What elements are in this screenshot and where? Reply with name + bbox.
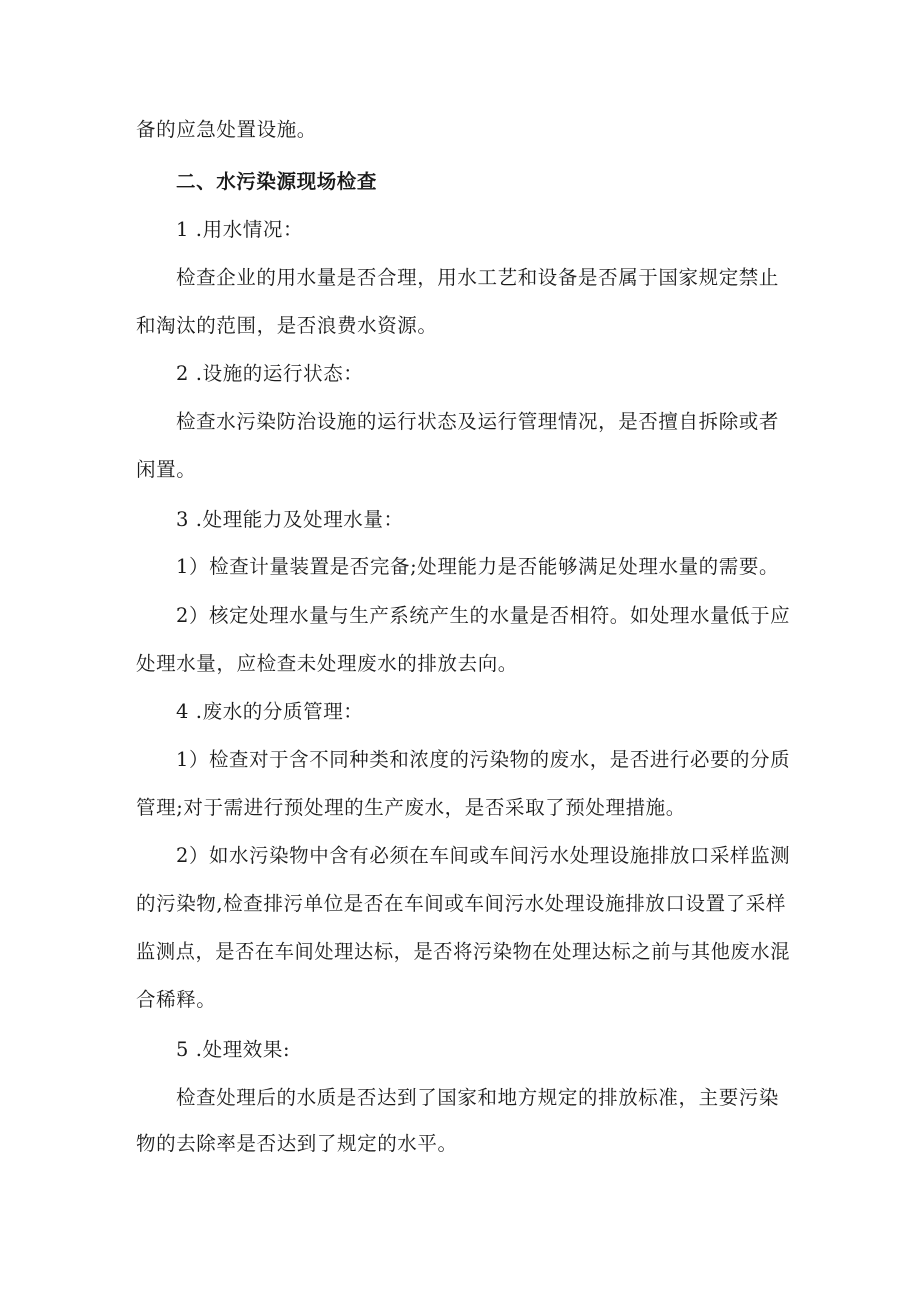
paragraph-line: 检查水污染防治设施的运行状态及运行管理情况，是否擅自拆除或者 <box>176 410 780 433</box>
paragraph-line: 物的去除率是否达到了规定的水平。 <box>136 1132 458 1155</box>
paragraph-line: 处理水量，应检查未处理废水的排放去向。 <box>136 652 518 675</box>
paragraph-line: 和淘汰的范围，是否浪费水资源。 <box>136 314 438 337</box>
subsection-heading-4: 4 .废水的分质管理： <box>176 700 364 723</box>
subsection-heading-3: 3 .处理能力及处理水量： <box>176 508 404 531</box>
text-line-continuation: 备的应急处置设施。 <box>136 118 317 141</box>
subsection-heading-2: 2 .设施的运行状态： <box>176 362 364 385</box>
list-item: 2）核定处理水量与生产系统产生的水量是否相符。如处理水量低于应 <box>176 604 791 627</box>
paragraph-line: 检查企业的用水量是否合理，用水工艺和设备是否属于国家规定禁止 <box>176 266 780 289</box>
list-item: 2）如水污染物中含有必须在车间或车间污水处理设施排放口采样监测 <box>176 844 791 867</box>
paragraph-line: 的污染物,检查排污单位是否在车间或车间污水处理设施排放口设置了采样 <box>136 892 786 915</box>
subsection-heading-5: 5 .处理效果: <box>176 1038 291 1061</box>
list-item: 1）检查计量装置是否完备;处理能力是否能够满足处理水量的需要。 <box>176 555 780 578</box>
paragraph-line: 监测点，是否在车间处理达标，是否将污染物在处理达标之前与其他废水混 <box>136 940 791 963</box>
subsection-heading-1: 1 .用水情况： <box>176 218 304 241</box>
section-heading: 二、水污染源现场检查 <box>176 170 378 193</box>
paragraph-line: 合稀释。 <box>136 988 217 1011</box>
paragraph-line: 检查处理后的水质是否达到了国家和地方规定的排放标准，主要污染 <box>176 1086 780 1109</box>
list-item: 1）检查对于含不同种类和浓度的污染物的废水，是否进行必要的分质 <box>176 748 791 771</box>
paragraph-line: 管理;对于需进行预处理的生产废水，是否采取了预处理措施。 <box>136 796 686 819</box>
paragraph-line: 闲置。 <box>136 458 197 481</box>
